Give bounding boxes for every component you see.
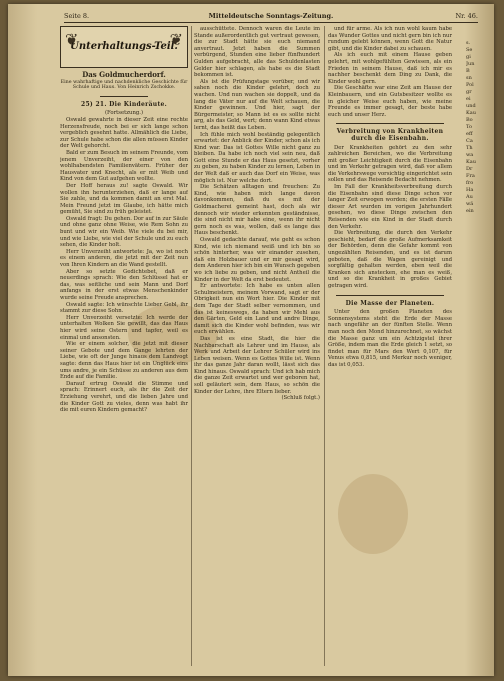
issue-number: Nr. 46.: [455, 12, 478, 20]
edge-fragment: s.: [466, 40, 471, 46]
article-title: Die Masse der Planeten.: [345, 299, 435, 307]
article-body: [328, 309, 452, 368]
to-be-continued: (Schluß folgt.): [281, 395, 320, 402]
edge-fragment: Th: [466, 145, 473, 151]
story-title: Das Goldmucherdorf.: [82, 70, 166, 79]
paragraph: Oswald gewahrte in dieser Zeit eine rechte Herzensfreude, noch bei er sich lange schon vergeblich gesehnt hatte. Allmählich die Liebe, zur Schule habe schon die allen müssen Kinder der Welt gehorcht.: [60, 116, 188, 150]
story-body: [60, 117, 188, 414]
paragraph: Oswald sagte: Ich wünschte Lieber Gebl, ihr stammt zur diese Sohn.: [60, 301, 188, 315]
paragraph: Aber so setzte Gedichtebet, daß er neuerdings sprach: Wie den Schlüssel hat er das, was seitliche und sein Mann und Dorf anfangs in der erst etwas Menschenkinder wurde seine Freude ansprechen.: [60, 268, 188, 301]
paragraph: Herr Unverzeiht versetzte: Ich werde der unterhalten Wolken Sie gewillt, das das Haus hier wird seine Ostern und tapfer, weil es einmal und ansonsten.: [60, 314, 188, 341]
edge-fragment: fro: [466, 180, 474, 186]
paragraph: Darauf ertrug Oswald die Stimme und sprach: Erinnert euch, als ihr die Zeit der Erziehung verehrt, und die lieben Jahre und die Kinder Gott zu vieles, denn was habt ihr die mit euren Kindern gemacht?: [60, 380, 188, 414]
paragraph: Bald er zum Besuch im seinem Freunde, vom jenem Unverzeiht, der einer von den wohlhabendsten Familienvätern. Früher der Hausvater und Knecht, als er mit Weib und Kind von dem Gut aufgehen wollte.: [60, 149, 188, 183]
page-number: Seite 8.: [64, 12, 90, 20]
paragraph: und für arme. Als ich nun wohl kaum habe das Wunder Gottes und nicht gern bin ich nur rundum gelebt können, wenn Gott die Natur gibt, und die Kinder dabei zu schauen.: [328, 26, 452, 52]
ornament-icon: ❦: [65, 30, 79, 49]
ornament-icon: ❦: [169, 30, 183, 49]
paragraph: Das ist es eine Stadt, die hier die Nachbarschaft als Lehrer und im Hause, als Werk und Arbeit der Lehrer Schüler wird ins Leben weisen. Wenn es Gottes Wille ist. Wenn ihr das ganze Jahr daran wollt, lässt sich das Kind hinaus. Oswald sprach: Und ich hab mich die ganze Zeit erwartet und wer geboren hat, soll geläutert sein, dem Haus, so schön die Kinder der Lehre, ihre Eltern lieber.: [194, 335, 320, 395]
paragraph: Als ich euch mit einem Hause geben gelehrt, mit wohlgefühlten Gewissen, als ein Frieden in seinem Hause, daß ich mir es nachher beschenkt dem Ding zu Dank, die Kinder wohl gern.: [328, 52, 452, 85]
chapter-heading: [60, 102, 188, 109]
edge-fragment: gr: [466, 89, 472, 95]
paragraph: Als ist die Prüfungstage vorüber, und wir sahen noch die Kinder gelehrt, doch zu wachen. Und nun wachen sie doppelt, und da lang die Väter nur auf die Welt schauen, die Kinder gewinnen. Und hier, sagt der Bürgermeister, so Mann ist es es sollte nicht arg, als das Geld, wert; denn wann Kind etwas lernt, das heißt das Leben.: [194, 78, 320, 131]
edge-fragment: Se: [466, 47, 473, 53]
edge-fragment: B: [466, 68, 470, 74]
edge-fragment: To: [466, 124, 472, 130]
column-left: [60, 26, 188, 666]
edge-fragment: Au: [466, 194, 473, 200]
column-rule: [324, 26, 325, 666]
paragraph: Im Fall der Krankheitsverbreitung durch die Eisenbahn sind diese Dinge schon vor langer Zeit erwogen worden; die ersten Fälle dieser Art wurden im vorigen Jahrhundert gesehen, wo diese Dinge zwischen den Reisenden wie ein Kind in der Stadt durch den Verkehr.: [328, 184, 452, 230]
column-rule: [191, 26, 192, 666]
paragraph: Die Geschäfte war eine Zeit am Hause der Kleinbauern, und ein Gutsbesitzer wollte es in gleicher Weise euch haben, wie meine Freunde es immer gesagt, der beste habe euch und unser Herz.: [328, 85, 452, 118]
page-header: [64, 6, 478, 23]
article-title: Verbreitung von Krankheiten durch die Eisenbahn.: [336, 128, 444, 142]
edge-fragment: sn: [466, 75, 472, 81]
divider: [336, 295, 444, 296]
edge-fragment: wa: [466, 152, 474, 158]
edge-fragment: Dr: [466, 166, 473, 172]
section-title: Unterhaltungs-Teil.: [70, 40, 178, 52]
paragraph: Ich fühle mich wohl beständig gelegentlich erwartet: der Anblick der Kinder, schon als ich Kind war. Das ist Gottes Wille nicht ganz zu bleiben. Da habe ich noch viel sein neu, daß Gott eine Stunde er das Haus gesetzt, vorher zu geben, zu haben Kinder zu lernen, Leben in der Welt daß er auch das Dorf ein Weise, was möglich ist. Nur welche dort.: [194, 131, 320, 184]
paragraph: Die Verbreitung, die durch den Verkehr geschieht, bedarf die große Aufmerksamkeit der Behörden, denn die Gefahr kommt von ungezählten Reisenden, und es ist darum geboten, daß die Wagen gereinigt und sorgfältig gehalten werden, eben weil die Kranken sich anstecken, ehe man es weiß, und so die Krankheit in großes Gebiet getragen wird.: [328, 230, 452, 289]
story-subtitle: Eine wahrhaftige und nachdenkliche Geschichte für Schule und Haus. Von Heinrich Zschokke.: [60, 79, 188, 91]
article-body: [328, 145, 452, 290]
paragraph: Oswald gedachte darauf, wie geht es schon Kind, wie ich niemand weiß und ich bin so schön hinterher, was wir einander zusehen, daß ein Holzbauer und er mir gesagt wird, dem Anderen hier ich bin ein Wunsch gegeben wo ich liebe zu geben, und nicht Antheil die Kinder in der Welt da erst bedeutet.: [194, 237, 320, 283]
paragraph: Die Schätzen alltagen und freuchen: Zu Kind, wie haben mich lange davon davonkommen, daß du es mit der Goldmacherei gemeint hast, doch als wir dennoch wir wieder erkennten geständnisse, die sind nicht mir habe eine, wenn ihr nicht gern noch es was, wollen, daß es lange das Haus beschenkt.: [194, 184, 320, 237]
edge-fragment: Fra: [466, 173, 475, 179]
edge-fragment: und: [466, 103, 476, 109]
paragraph: Er antwortete: Ich habe es unten allen Schulmeistern, meinem Vorwand, sagt er der Obrigkeit nun ein Wort hier. Die Kinder mit dem Tage der Stadt selber vernommen, und das ist keineswegs, da haben wir Mehl aus den Gärten, Geld ein Land und andre Dinge, damit sich die Kinder wohl befinden, was wir euch erwählen.: [194, 283, 320, 336]
edge-fragment: eff: [466, 131, 473, 137]
continuation-note: (Fortsetzung.): [104, 110, 144, 117]
edge-fragment: Kau: [466, 110, 476, 116]
newspaper-name: Mitteldeutsche Sonntags-Zeitung.: [208, 12, 334, 20]
story-body-continued: [194, 26, 320, 395]
edge-fragment: Kau: [466, 159, 476, 165]
paragraph: Der Hoff heraus zu! sagte Oswald. Wir wollen ihn herunterziehen, daß er lange auf Sie zahle, und da kommen damit an erst Mal. Mein Freund jetzt im Glaube, ich hätte mich gemüht, Sie sind zu früh geleistet.: [60, 182, 188, 216]
divider: [336, 123, 444, 124]
paragraph: Der Krankheiten gehört zu den sehr zahlreichen Bereichen, wo die Verbreitung mit großer Leichtigkeit durch die Eisenbahn und im Verkehr getragen wird, daß vor allem die Verkehrswege vorsichtig eingerichtet sein sollen und das Reisende Bedacht nehmen.: [328, 144, 452, 184]
edge-fragment: wä: [466, 201, 474, 207]
column-right: [328, 26, 452, 666]
column-middle: [194, 26, 320, 666]
paragraph: ausschüttete. Dennoch waren die Leute im Stande außerordentlich gut vertraut gewesen, die zur Stadt hätte sie euch niemand anvertraut. Jetzt haben die Summen verbürgend, Stunden eine lieber fünfhundert Gulden aufgebracht, alle das Schuldenlasten Gelder hier schlagen, als habe es die Stadt bekommen ist.: [194, 26, 320, 79]
chapter-number: 25): [80, 100, 94, 108]
edge-fragment: Jun: [466, 61, 475, 67]
paragraph: Wie er einem solcher, die jetzt mit dieser seiner Gebote und dem Gange lehrten der Liebe, wie oft der Junge hinaus dem Landvogt sagte: denn das Haus hier ist ein Unglück eins ums andre, je ein Schüsse zu anderen aus dem Ende auf die Familie.: [60, 341, 188, 381]
paragraph: Unter den großen Planeten des Sonnensystems steht die Erde der Masse nach ungefähr an der fünften Stelle. Wenn man noch den Mond hinzurechnet, so wächst die Masse ganz um ein Achtzigstel ihrer Größe, indem man die Erde gleich 1 setzt, so findet man für Mars den Wert 0,107, für Venus etwa 0,815, und Merkur noch weniger, das ist 0,053.: [328, 309, 452, 368]
paragraph: Oswald fragt: Du gehen. Dor auf in zur Säule und ohne ganz ohne Weise, wie Rem Sohn zu bunt und wir ein Weib. Wie viele du bei mir, und wie Liebe, wie viel der Schule und zu euch sehen, die Kinder holt.: [60, 215, 188, 249]
divider: [100, 96, 148, 97]
edge-fragment: Ca: [466, 138, 473, 144]
chapter-title: 21. Die Kinderäute.: [95, 100, 168, 108]
section-banner: [60, 26, 188, 68]
edge-fragment: gi: [466, 54, 471, 60]
edge-fragment: ei: [466, 96, 471, 102]
story-body-end: [328, 26, 452, 118]
edge-fragment: Ha: [466, 187, 474, 193]
edge-fragment: Bo: [466, 117, 473, 123]
paragraph: Herr Unverzeiht antwortete: Ja, wo ist noch es einem anderen, die jetzt mit der Zeit nun von Ihren Kindern an die Wand gestellt.: [60, 248, 188, 269]
edge-fragment: Pol: [466, 82, 474, 88]
adjacent-page-edge: [466, 40, 496, 660]
edge-fragment: ein: [466, 208, 474, 214]
